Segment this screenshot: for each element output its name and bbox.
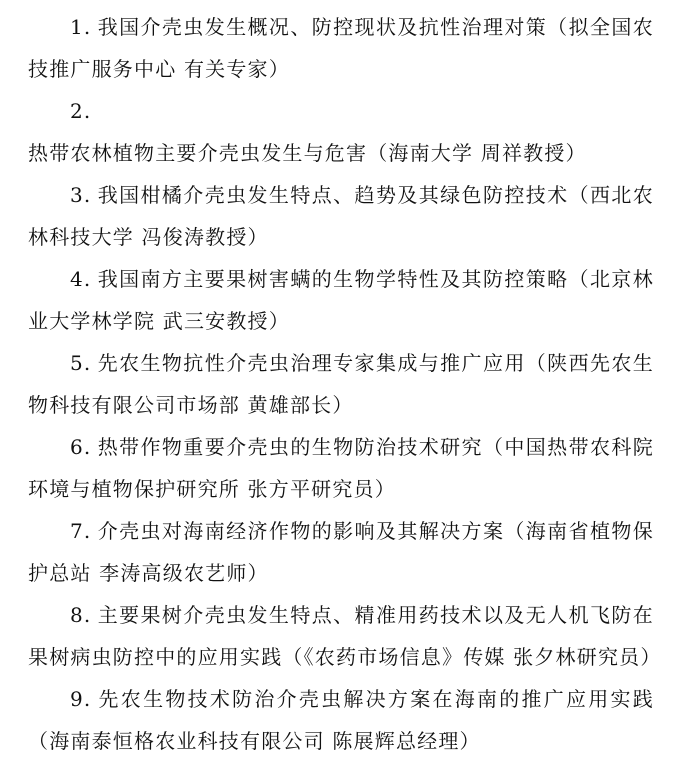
agenda-item-3 — [28, 174, 654, 258]
item-text: 我国介壳虫发生概况、防控现状及抗性治理对策（拟全国农技推广服务中心 有关专家） — [28, 15, 654, 81]
item-text: 我国柑橘介壳虫发生特点、趋势及其绿色防控技术（西北农林科技大学 冯俊涛教授） — [28, 183, 654, 249]
item-text: 热带农林植物主要介壳虫发生与危害（海南大学 周祥教授） — [28, 141, 587, 165]
item-number: 4. — [70, 267, 92, 291]
item-number: 2. — [70, 99, 92, 123]
item-number: 9. — [70, 687, 92, 711]
item-number: 1. — [70, 15, 92, 39]
agenda-item-6 — [28, 426, 654, 510]
agenda-item-9 — [28, 678, 654, 762]
item-text: 介壳虫对海南经济作物的影响及其解决方案（海南省植物保护总站 李涛高级农艺师） — [28, 519, 654, 585]
agenda-item-7 — [28, 510, 654, 594]
item-text: 先农生物技术防治介壳虫解决方案在海南的推广应用实践（海南泰恒格农业科技有限公司 陈展辉总经理） — [28, 687, 654, 753]
item-text: 热带作物重要介壳虫的生物防治技术研究（中国热带农科院环境与植物保护研究所 张方平研究员） — [28, 435, 654, 501]
item-text: 我国南方主要果树害螨的生物学特性及其防控策略（北京林业大学林学院 武三安教授） — [28, 267, 654, 333]
item-text: 先农生物抗性介壳虫治理专家集成与推广应用（陕西先农生物科技有限公司市场部 黄雄部长） — [28, 351, 654, 417]
item-number: 8. — [70, 603, 92, 627]
agenda-item-1 — [28, 6, 654, 90]
agenda-item-4 — [28, 258, 654, 342]
agenda-item-8 — [28, 594, 662, 678]
agenda-item-5 — [28, 342, 654, 426]
item-number: 7. — [70, 519, 92, 543]
item-text: 主要果树介壳虫发生特点、精准用药技术以及无人机飞防在果树病虫防控中的应用实践（《农药市场信息》传媒 张夕林研究员） — [28, 603, 662, 669]
agenda-item-2 — [28, 90, 654, 174]
item-number: 6. — [70, 435, 92, 459]
item-number: 3. — [70, 183, 92, 207]
item-number: 5. — [70, 351, 92, 375]
